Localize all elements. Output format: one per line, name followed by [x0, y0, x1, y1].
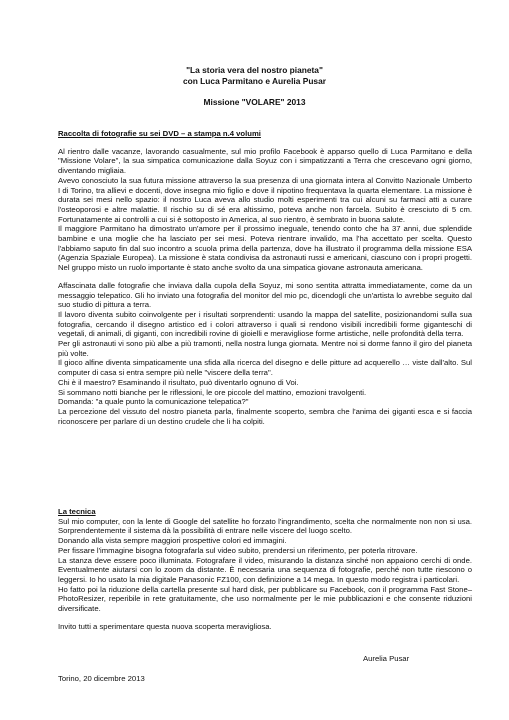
section-raccolta [58, 129, 472, 426]
section-tecnica [58, 507, 472, 631]
date-line: Torino, 20 dicembre 2013 [58, 674, 145, 683]
paragraph: Si sommano notti bianche per le riflessioni, le ore piccole del mattino, emozioni travolgenti. [58, 387, 367, 397]
paragraph: La percezione del vissuto del nostro pianeta parla, finalmente scoperto, sembra che l'anima dei giganti esca e si faccia riconoscere per parlare di un destino crudele che li ha colpiti. [58, 406, 472, 426]
paragraph: Invito tutti a sperimentare questa nuova scoperta meravigliosa. [58, 621, 272, 631]
paragraph: Sul mio computer, con la lente di Google del satellite ho forzato l'ingrandimento, scelta che normalmente non non si usa. Sorprendentemente il sistema dà la possibilità di entrare nelle viscere del luogo scelto. [58, 516, 472, 536]
paragraph: Donando alla vista sempre maggiori prospettive colori ed immagini. [58, 536, 287, 546]
document-title: "La storia vera del nostro pianeta" [186, 65, 323, 75]
paragraph: Il lavoro diventa subito coinvolgente per i risultati sorprendenti: usando la mappa del satellite, posizionandomi sulla sua fotografia, cercando il disegno artistico ed i colori attraverso i quali si rendono visibili incredibili forme giganteschi di vegetali, di animali, di giganti, con incredibili rovine di gioielli e meravigliose forme artistiche, nelle profondità della terra. [58, 309, 472, 339]
paragraph: Il maggiore Parmitano ha dimostrato un'amore per il prossimo ineguale, tenendo conto che ha 37 anni, due splendide bambine e una moglie che ha lasciato per sei mesi. Poteva rientrare invalido, ma l'ha accettato per scelta. Questo l'abbiamo saputo fin dal suo incontro a scuola prima della partenza, dove ha illustrato il programma della missione ESA (Agenzia Spaziale Europea). La missione è stata condivisa da astronauti russi e americani, ciascuno con i propri progetti. Nel gruppo misto un ruolo importante è stato anche svolto da una simpatica giovane astronauta americana. [58, 224, 472, 273]
document-subtitle: con Luca Parmitano e Aurelia Pusar [182, 76, 327, 86]
paragraph: Ho fatto poi la riduzione della cartella presente sul hard disk, per pubblicare su Facebook, con il programma Fast Stone–PhotoResizer, reperibile in rete gratuitamente, che uso normalmente per le mie pubblicazioni e che consente riduzioni diversificate. [58, 584, 472, 614]
paragraph: Per fissare l'immagine bisogna fotografarla sul video subito, prendersi un riferimento, per poterla ritrovare. [58, 545, 418, 555]
paragraph: La stanza deve essere poco illuminata. Fotografare il video, misurando la distanza sinché non appaiono cerchi di onde. Eventualmente aiutarsi con lo zoom da distante. È necessaria una sequenza di fotografie, perché non tutte riescono o leggersi. Io ho usato la mia digitale Panasonic FZ100, con definizione a 14 mega. In questo modo registra i particolari. [58, 555, 472, 584]
paragraph: Affascinata dalle fotografie che inviava dalla cupola della Soyuz, mi sono sentita attratta immediatamente, come da un messaggio telepatico. Gli ho inviato una fotografia del monitor del mio pc, dicendogli che un'artista lo avrebbe seguito dal suo studio di pittura a terra. [58, 280, 472, 310]
signature: Aurelia Pusar [363, 654, 410, 663]
paragraph: Al rientro dalle vacanze, lavorando casualmente, sul mio profilo Facebook è apparso quello di Luca Parmitano e della "Missione Volare", la sua simpatica comunicazione dalla Soyuz con i simpatizzanti a Terra che crescevano ogni giorno, diventando migliaia. [58, 146, 472, 176]
mission-title: Missione "VOLARE" 2013 [203, 97, 306, 107]
section-heading: Raccolta di fotografie su sei DVD – a stampa n.4 volumi [58, 129, 261, 138]
paragraph: Chi è il maestro? Esaminando il risultato, può diventarlo ognuno di Voi. [58, 377, 299, 387]
section-heading: La tecnica [58, 507, 96, 516]
paragraph: Per gli astronauti vi sono più albe a più tramonti, nella nostra lunga giornata. Mentre noi si dorme fanno il giro del pianeta più volte. [58, 339, 472, 358]
paragraph: Avevo conosciuto la sua futura missione attraverso la sua presenza di una giornata intera al Convitto Nazionale Umberto I di Torino, tra allievi e docenti, dove insegna mio figlio e dove il nipotino frequentava la quarta elementare. La missione è durata sei mesi nello spazio: il nostro Luca aveva allo studio molti esperimenti tra cui alcuni su farmaci atti a curare l'osteoporosi e altre malattie. Il rischio su di sé era altissimo, poteva anche non farcela. Subito è cresciuto di 5 cm. Fortunatamente ai controlli a cui si è sottoposto in America, al suo rientro, è sembrato in buona salute. [58, 175, 472, 224]
paragraph: Il gioco alfine diventa simpaticamente una sfida alla ricerca del disegno e delle pitture ad acquerello … viste dall'alto. Sul computer di casa si entra sempre più nelle "viscere della terra". [58, 358, 472, 378]
paragraph: Domanda: "a quale punto la comunicazione telepatica?" [58, 397, 249, 407]
